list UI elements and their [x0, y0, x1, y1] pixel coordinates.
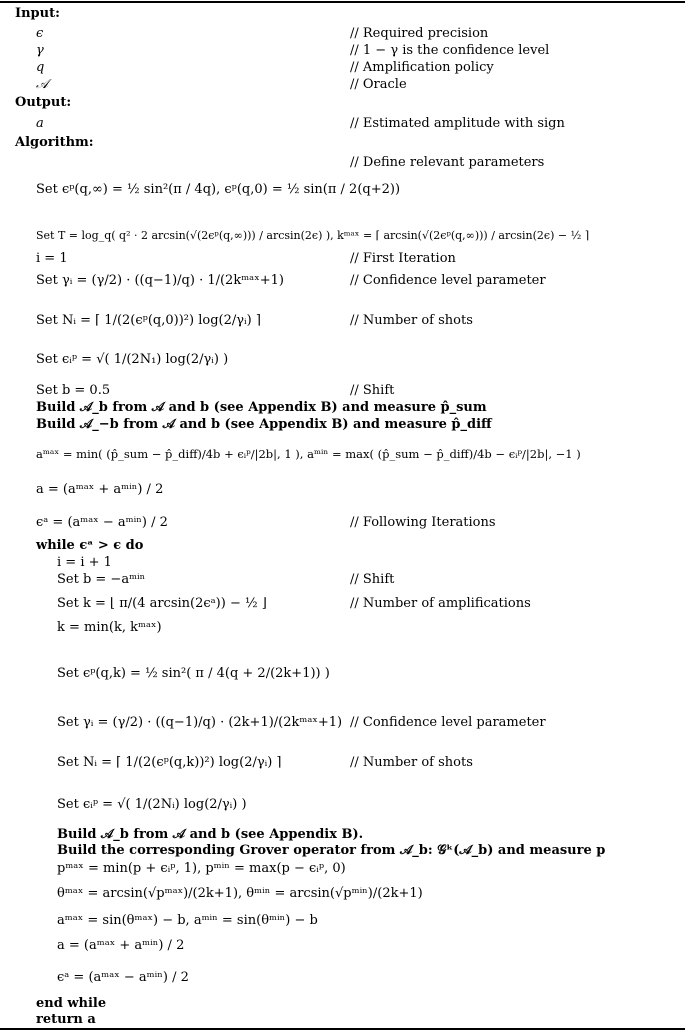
algo-line-text: Set γᵢ = (γ/2) · ((q−1)/q) · 1/(2kᵐᵃˣ+1) [36, 273, 284, 288]
algo-line-comment: // Confidence level parameter [350, 273, 546, 288]
algo-line-text: return a [36, 1012, 96, 1027]
algo-line-text: Set ϵᵖ(q,∞) = ½ sin²(π / 4q), ϵᵖ(q,0) = ½ sin(π / 2(q+2)) [36, 182, 401, 197]
algo-line-text: Build 𝒜_−b from 𝒜 and b (see Appendix B) and measure p̂_diff [36, 417, 492, 432]
algo-line-comment: // Confidence level parameter [350, 715, 546, 730]
algo-line-text: aᵐᵃˣ = min( (p̂_sum − p̂_diff)/4b + ϵᵢᵖ/|2b|, 1 ), aᵐⁱⁿ = max( (p̂_sum − p̂_diff)/4b − ϵᵢᵖ/|2b|, −1 ) [36, 447, 581, 461]
algo-line-text: Set b = 0.5 [36, 383, 111, 398]
algo-line-comment: // Number of shots [350, 313, 473, 328]
input-comment: // Amplification policy [350, 60, 494, 75]
algo-line-text: Set ϵᵢᵖ = √( 1/(2N₁) log(2/γᵢ) ) [36, 352, 229, 367]
algo-line-text: while ϵᵃ > ϵ do [36, 538, 144, 553]
input-symbol: ϵ [36, 26, 44, 41]
algo-line-text: ϵᵃ = (aᵐᵃˣ − aᵐⁱⁿ) / 2 [36, 515, 168, 530]
input-comment: // 1 − γ is the confidence level [350, 43, 550, 58]
algo-line-text: θᵐᵃˣ = arcsin(√pᵐᵃˣ)/(2k+1), θᵐⁱⁿ = arcsin(√pᵐⁱⁿ)/(2k+1) [57, 886, 423, 901]
top-rule [0, 1, 685, 3]
algo-line-comment: // First Iteration [350, 251, 456, 266]
algo-line-text: end while [36, 996, 107, 1011]
algo-line-text: Set ϵᵢᵖ = √( 1/(2Nᵢ) log(2/γᵢ) ) [57, 797, 247, 812]
algo-line-text: Set T = log_q( q² · 2 arcsin(√(2ϵᵖ(q,∞))) / arcsin(2ϵ) ), kᵐᵃˣ = ⌈ arcsin(√(2ϵᵖ(q,∞))) / arcsin(2ϵ) − ½ ⌉ [36, 229, 590, 242]
algo-line-text: Set b = −aᵐⁱⁿ [57, 572, 146, 587]
algo-line-text: Set Nᵢ = ⌈ 1/(2(ϵᵖ(q,0))²) log(2/γᵢ) ⌉ [36, 313, 261, 328]
algo-line-text: Build 𝒜_b from 𝒜 and b (see Appendix B). [57, 827, 364, 842]
algo-line-comment: // Number of amplifications [350, 596, 531, 611]
algo-line-text: Build 𝒜_b from 𝒜 and b (see Appendix B) and measure p̂_sum [36, 400, 487, 415]
algo-line-text: aᵐᵃˣ = sin(θᵐᵃˣ) − b, aᵐⁱⁿ = sin(θᵐⁱⁿ) − b [57, 913, 318, 928]
input-symbol: γ [36, 43, 44, 58]
algo-line-text: a = (aᵐᵃˣ + aᵐⁱⁿ) / 2 [57, 938, 185, 953]
algo-line-comment: // Following Iterations [350, 515, 496, 530]
algo-line-text: k = min(k, kᵐᵃˣ) [57, 620, 162, 635]
algo-line-text: Set Nᵢ = ⌈ 1/(2(ϵᵖ(q,k))²) log(2/γᵢ) ⌉ [57, 755, 282, 770]
algo-line-text: ϵᵃ = (aᵐᵃˣ − aᵐⁱⁿ) / 2 [57, 970, 189, 985]
algo-line-comment: // Define relevant parameters [350, 155, 545, 170]
output-symbol: a [36, 116, 44, 131]
input-comment: // Oracle [350, 77, 407, 92]
algo-line-text: i = i + 1 [57, 555, 112, 570]
output-comment: // Estimated amplitude with sign [350, 116, 565, 131]
input-symbol: 𝒜 [36, 77, 49, 92]
algorithm-header: Algorithm: [15, 135, 94, 150]
algo-line-text: pᵐᵃˣ = min(p + ϵᵢᵖ, 1), pᵐⁱⁿ = max(p − ϵᵢᵖ, 0) [57, 861, 346, 876]
algo-line-comment: // Shift [350, 572, 395, 587]
algo-line-text: i = 1 [36, 251, 68, 266]
bottom-rule [0, 1028, 685, 1030]
algo-line-comment: // Number of shots [350, 755, 473, 770]
algo-line-text: Set γᵢ = (γ/2) · ((q−1)/q) · (2k+1)/(2kᵐᵃˣ+1) [57, 715, 343, 730]
algo-line-text: Set ϵᵖ(q,k) = ½ sin²( π / 4(q + 2/(2k+1)) ) [57, 666, 330, 681]
output-header: Output: [15, 95, 72, 110]
algo-line-text: Build the corresponding Grover operator from 𝒜_b: 𝒢ᵏ(𝒜_b) and measure p [57, 843, 606, 858]
input-header: Input: [15, 6, 60, 21]
algo-line-comment: // Shift [350, 383, 395, 398]
algo-line-text: Set k = ⌊ π/(4 arcsin(2ϵᵃ)) − ½ ⌋ [57, 596, 267, 611]
input-comment: // Required precision [350, 26, 489, 41]
input-symbol: q [36, 60, 45, 75]
algo-line-text: a = (aᵐᵃˣ + aᵐⁱⁿ) / 2 [36, 482, 164, 497]
